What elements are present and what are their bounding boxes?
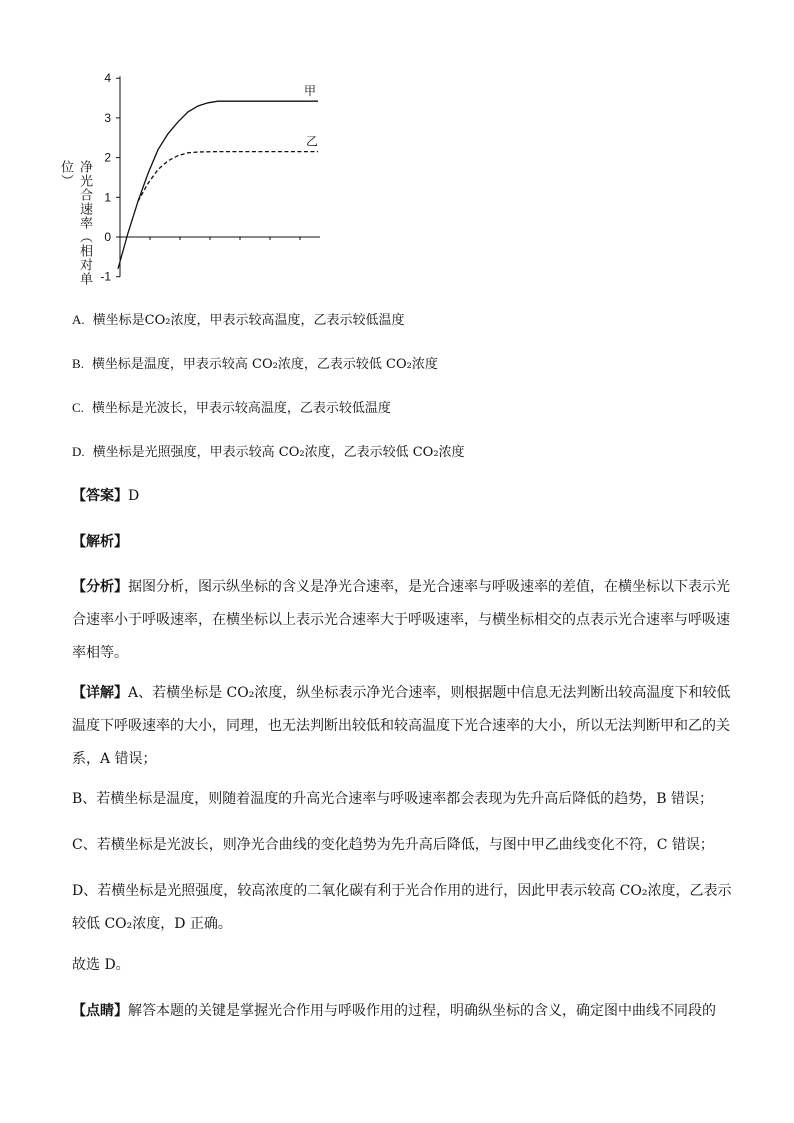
answer-value: D [128, 488, 140, 504]
option-b-letter: B. [72, 356, 84, 371]
detail-tag: 【详解】 [72, 685, 128, 701]
detail-a-text: A、若横坐标是 CO₂浓度，纵坐标表示净光合速率，则根据题中信息无法判断出较高温度下和较低温度下呼吸速率的大小，同理，也无法判断出较低和较高温度下光合速率的大小，所以无法判断甲和乙的关系，A 错误； [72, 685, 731, 767]
fenxi-tag: 【分析】 [72, 579, 128, 595]
y-tick-label: 4 [104, 71, 111, 86]
option-d [72, 443, 465, 462]
analysis-heading [72, 533, 128, 551]
dianjing-text: 解答本题的关键是掌握光合作用与呼吸作用的过程，明确纵坐标的含义，确定图中曲线不同段的 [128, 1003, 716, 1019]
option-a-text-1: 横坐标是 [92, 313, 145, 328]
y-tick-label: 3 [104, 110, 111, 125]
option-a-text-2: CO₂ [144, 313, 171, 328]
chart [60, 60, 360, 300]
y-tick-label: 2 [104, 150, 111, 165]
conclusion: 故选 D。 [72, 957, 130, 973]
option-a-text-3: 浓度，甲表示较高温度，乙表示较低温度 [170, 313, 405, 328]
detail-c-paragraph: C、若横坐标是光波长，则净光合曲线的变化趋势为先升高后降低，与图中甲乙曲线变化不符，C 错误； [72, 837, 714, 853]
option-d-letter: D. [72, 444, 85, 459]
fenxi-text: 据图分析，图示纵坐标的含义是净光合速率，是光合速率与呼吸速率的差值，在横坐标以下表示光合速率小于呼吸速率，在横坐标以上表示光合速率大于呼吸速率，与横坐标相交的点表示光合速率与呼吸速率相等。 [72, 579, 730, 661]
fenxi-paragraph [72, 571, 732, 670]
option-d-text: 横坐标是光照强度，甲表示较高 CO₂浓度，乙表示较低 CO₂浓度 [92, 445, 465, 460]
y-axis-label: 净光合速率（相对单位） [58, 160, 92, 286]
series-label-jia: 甲 [304, 84, 317, 99]
y-tick-label: 1 [104, 190, 111, 205]
option-a [72, 311, 405, 330]
series-line-yi [138, 152, 318, 202]
answer-line [72, 487, 139, 505]
series-label-yi: 乙 [306, 134, 319, 149]
y-tick-label: -1 [100, 269, 111, 284]
option-b [72, 355, 438, 374]
chart-svg [60, 60, 360, 300]
analysis-tag: 【解析】 [72, 534, 128, 550]
option-a-letter: A. [72, 312, 85, 327]
option-c [72, 399, 391, 418]
option-b-text: 横坐标是温度，甲表示较高 CO₂浓度，乙表示较低 CO₂浓度 [91, 357, 438, 372]
detail-b-paragraph: B、若横坐标是温度，则随着温度的升高光合速率与呼吸速率都会表现为先升高后降低的趋势，B 错误； [72, 791, 714, 807]
dianjing-tag: 【点睛】 [72, 1003, 128, 1019]
answer-tag: 【答案】 [72, 488, 128, 504]
option-c-letter: C. [72, 400, 84, 415]
y-tick-label: 0 [104, 230, 111, 244]
option-c-text: 横坐标是光波长，甲表示较高温度，乙表示较低温度 [91, 401, 391, 416]
series-line-jia [118, 101, 318, 269]
detail-d-paragraph: D、若横坐标是光照强度，较高浓度的二氧化碳有利于光合作用的进行，因此甲表示较高 CO₂浓度，乙表示较低 CO₂浓度，D 正确。 [72, 883, 732, 932]
dianjing-paragraph [72, 1002, 716, 1020]
detail-a-paragraph [72, 677, 732, 776]
